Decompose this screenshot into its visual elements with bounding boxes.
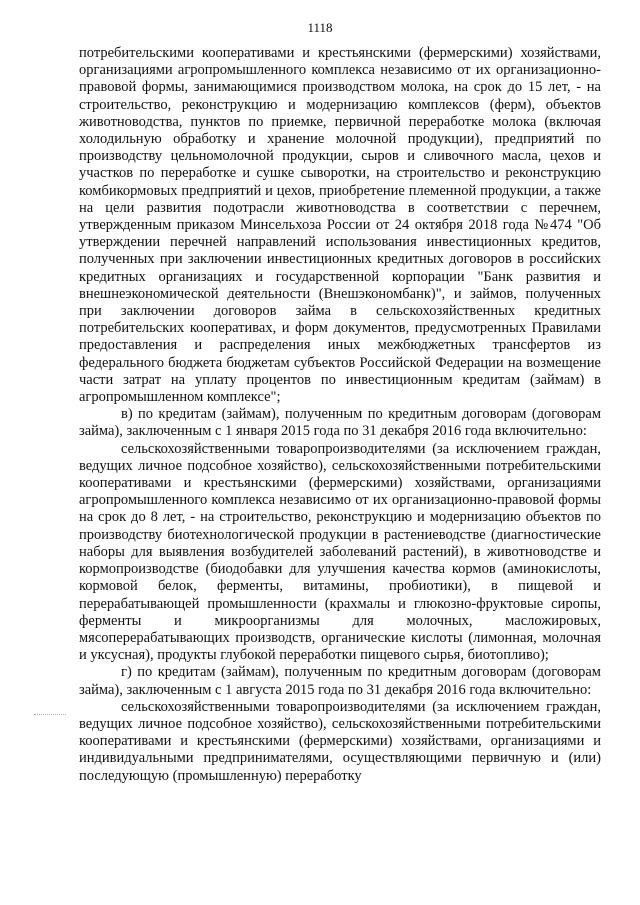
page-number: 1118 bbox=[307, 20, 333, 35]
paragraph-item-v: в) по кредитам (займам), полученным по кредитным договорам (договорам займа), заключенным с 1 января 2015 года по 31 декабря 2016 года включительно: bbox=[79, 406, 601, 440]
paragraph-item-v-body: сельскохозяйственными товаропроизводителями (за исключением граждан, ведущих личное подсобное хозяйство), сельскохозяйственными потребительскими кооперативами и крестьянскими (фермерскими) хозяйствами, организациями агропромышленного комплекса независимо от их организационно-правовой формы на срок до 8 лет, - на строительство, реконструкцию и модернизацию объектов по производству биотехнологической продукции в растениеводстве (диагностические наборы для выявления возбудителей заболеваний растений), в животноводстве и кормопроизводстве (биодобавки для улучшения качества кормов (аминокислоты, кормовой белок, ферменты, витамины, пробиотики), в пищевой и перерабатывающей промышленности (крахмалы и глюкозно-фруктовые сиропы, ферменты и микроорганизмы для молочных, масложировых, мясоперерабатывающих производств, органические кислоты (лимонная, молочная и уксусная), продукты глубокой переработки пищевого сырья, биотопливо); bbox=[79, 440, 601, 664]
paragraph-item-g: г) по кредитам (займам), полученным по кредитным договорам (договорам займа), заключенным с 1 августа 2015 года по 31 декабря 2016 года включительно: bbox=[79, 664, 601, 698]
document-body bbox=[79, 45, 601, 785]
margin-mark bbox=[34, 714, 66, 716]
paragraph-continuation: потребительскими кооперативами и крестьянскими (фермерскими) хозяйствами, организациями агропромышленного комплекса независимо от их организационно-правовой формы, занимающимися производством молока, на срок до 15 лет, - на строительство, реконструкцию и модернизацию комплексов (ферм), объектов животноводства, пунктов по приемке, первичной переработке молока (включая холодильную обработку и хранение молочной продукции), предприятий по производству цельномолочной продукции, сыров и сливочного масла, цехов и участков по переработке и сушке сыворотки, на строительство и реконструкцию комбикормовых предприятий и цехов, приобретение племенной продукции, а также на цели развития подотрасли животноводства в соответствии с перечнем, утвержденным приказом Минсельхоза России от 24 октября 2018 года №474 "Об утверждении перечней направлений использования инвестиционных кредитов, полученных при заключении инвестиционных кредитных договоров в российских кредитных организациях и государственной корпорации "Банк развития и внешнеэкономической деятельности (Внешэкономбанк)", и займов, полученных при заключении договоров займа в сельскохозяйственных кредитных потребительских кооперативах, и форм документов, предусмотренных Правилами предоставления и распределения иных межбюджетных трансфертов из федерального бюджета бюджетам субъектов Российской Федерации на возмещение части затрат на уплату процентов по инвестиционным кредитам (займам) в агропромышленном комплексе"; bbox=[79, 45, 601, 406]
paragraph-item-g-body: сельскохозяйственными товаропроизводителями (за исключением граждан, ведущих личное подсобное хозяйство), сельскохозяйственными потребительскими кооперативами и крестьянскими (фермерскими) хозяйствами, организациями и индивидуальными предпринимателями, осуществляющими первичную и (или) последующую (промышленную) переработку bbox=[79, 698, 601, 784]
